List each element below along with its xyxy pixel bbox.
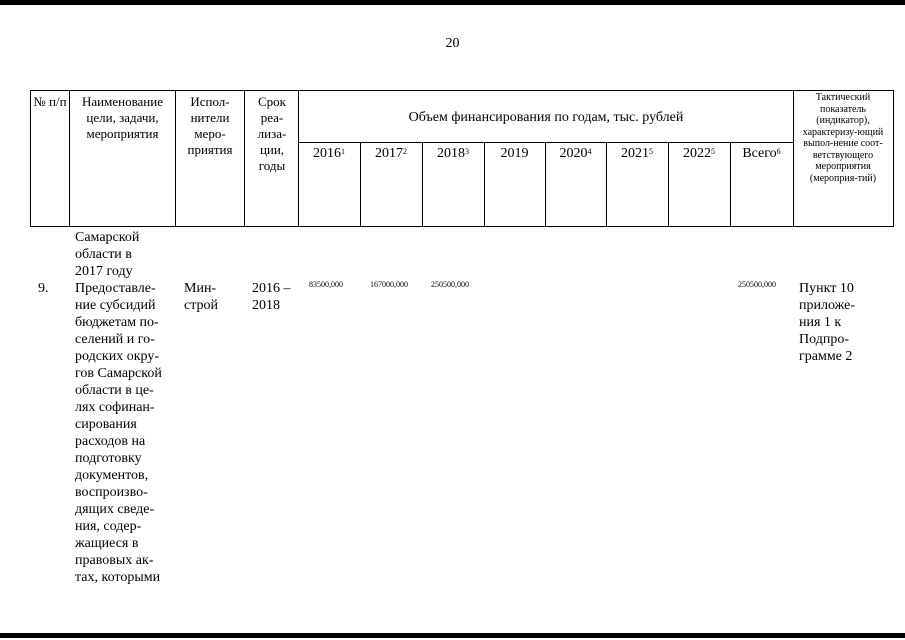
row-name: Предоставле- ние субсидий бюджетам по- селений и го- родских окру- гов Самарской области в це- лях софинан- сирования расходов на подготовку документов, воспроизво- дящих сведе- ния, содер- жащиеся в правовых ак- тах, которыми (75, 281, 162, 585)
header-year-2022: 2022$^5$ (683, 146, 715, 161)
value-2016: 83500,000 (309, 280, 343, 289)
header-year-2017: 2017$^2$ (375, 146, 407, 161)
header-term: Срок реа-лиза-ции, годы (257, 94, 287, 173)
header-year-2021: 2021$^5$ (621, 146, 653, 161)
row-indicator: Пункт 10 приложе- ния 1 к Подпро- грамме 2 (799, 281, 855, 364)
row-num: 9. (38, 281, 49, 296)
top-border (0, 0, 905, 5)
value-2017: 167000,000 (370, 280, 408, 289)
continuation-text: Самарской области в 2017 году (75, 230, 140, 279)
value-2018: 250500,000 (431, 280, 469, 289)
row-term: 2016 – 2018 (252, 281, 291, 313)
row-executor: Мин- строй (184, 281, 218, 313)
header-num: № п/п (33, 94, 67, 109)
bottom-border (0, 633, 905, 638)
value-total: 250500,000 (738, 280, 776, 289)
header-year-2020: 2020$^4$ (559, 146, 592, 161)
page-number: 20 (445, 36, 460, 51)
header-year-2019: 2019 (500, 146, 529, 161)
header-year-2016: 2016$^1$ (313, 146, 345, 161)
header-funding: Объем финансирования по годам, тыс. рублей (408, 110, 684, 125)
header-indicator: Тактический показатель (индикатор), характеризу-ющий выпол-нение соот-ветствующего мероприятия (мероприя-тий) (802, 92, 884, 184)
header-name: Наименование цели, задачи, мероприятия (82, 94, 163, 141)
header-executors: Испол-нители меро-приятия (187, 94, 233, 157)
header-year-2018: 2018$^3$ (437, 146, 469, 161)
header-total: Всего$^6$ (742, 146, 781, 161)
